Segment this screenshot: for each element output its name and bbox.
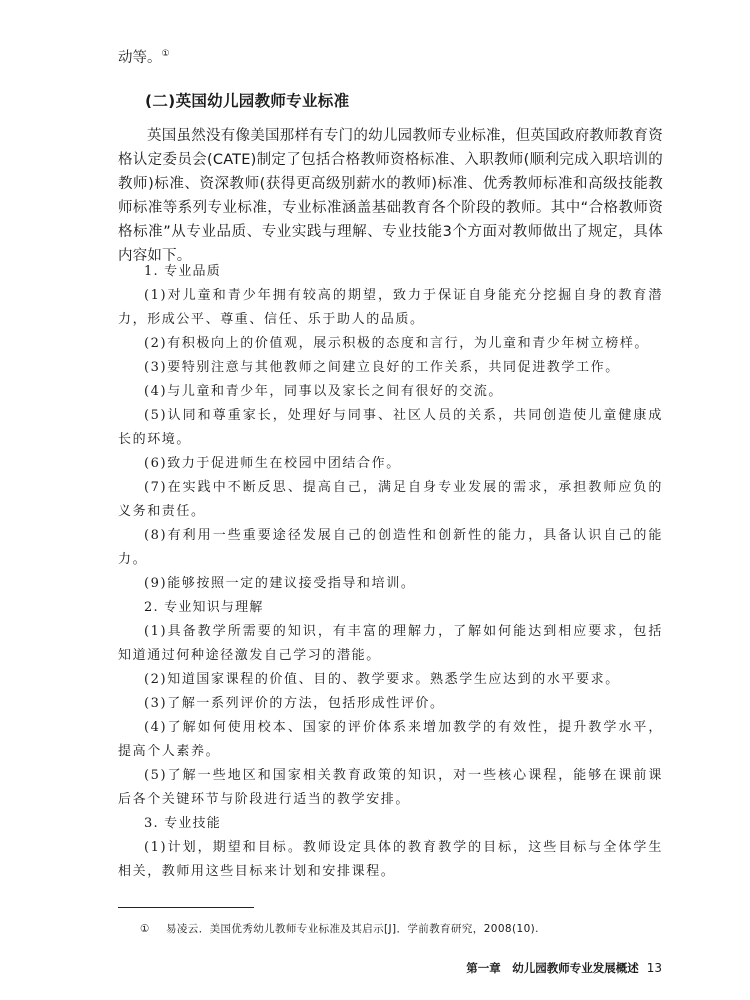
list-heading: 3. 专业技能 [144,816,221,831]
list-heading: 1. 专业品质 [144,264,221,279]
list-item: (1)计划，期望和目标。教师设定具体的教育教学的目标，这些目标与全体学生相关，教师用这些目标来计划和安排课程。 [118,840,663,879]
list-item: (9)能够按照一定的建议接受指导和培训。 [144,576,416,591]
footer-chapter-title: 第一章 幼儿园教师专业发展概述 [466,961,639,975]
list-item: (7)在实践中不断反思、提高自己，满足自身专业发展的需求，承担教师应负的义务和责任。 [118,480,663,519]
footnote-mark: ① [140,923,150,935]
list-heading: 2. 专业知识与理解 [144,600,264,615]
continued-text-line [118,46,170,67]
list-item: (8)有利用一些重要途径发展自己的创造性和创新性的能力，具备认识自己的能力。 [118,528,663,567]
list-item: (1)对儿童和青少年拥有较高的期望，致力于保证自身能充分挖掘自身的教育潜力，形成公平、尊重、信任、乐于助人的品质。 [118,288,663,327]
list-item: (6)致力于促进师生在校园中团结合作。 [144,456,401,471]
list-item: (4)了解如何使用校本、国家的评价体系来增加教学的有效性，提升教学水平，提高个人素养。 [118,720,663,759]
section-heading: (二)英国幼儿园教师专业标准 [145,92,350,110]
list-item: (4)与儿童和青少年，同事以及家长之间有很好的交流。 [144,384,504,399]
list-item: (1)具备教学所需要的知识，有丰富的理解力，了解如何能达到相应要求，包括知道通过何种途径激发自己学习的潜能。 [118,624,663,663]
page-footer [466,960,662,976]
footnote-text: 易凌云．美国优秀幼儿教师专业标准及其启示[J]．学前教育研究，2008(10). [166,923,539,935]
footnote-reference-mark[interactable]: ① [161,49,170,60]
continued-text: 动等。 [118,50,162,66]
page-number: 13 [646,961,662,975]
footnote [140,921,539,936]
list-item: (2)知道国家课程的价值、目的、教学要求。熟悉学生应达到的水平要求。 [144,672,620,687]
intro-paragraph: 英国虽然没有像美国那样有专门的幼儿园教师专业标准，但英国政府教师教育资格认定委员会(CATE)制定了包括合格教师资格标准、入职教师(顺利完成入职培训的教师)标准、资深教师(获得更高级别薪水的教师)标准、优秀教师标准和高级技能教师标准等系列专业标准，专业标准涵盖基础教育各个阶段的教师。其中“合格教师资格标准”从专业品质、专业实践与理解、专业技能3个方面对教师做出了规定，具体内容如下。 [118,128,663,264]
list-item: (2)有积极向上的价值观，展示积极的态度和言行，为儿童和青少年树立榜样。 [144,336,650,351]
list-item: (3)要特别注意与其他教师之间建立良好的工作关系，共同促进教学工作。 [144,360,620,375]
list-item: (3)了解一系列评价的方法，包括形成性评价。 [144,696,445,711]
list-item: (5)了解一些地区和国家相关教育政策的知识，对一些核心课程，能够在课前课后各个关键环节与阶段进行适当的教学安排。 [118,768,663,807]
standards-list [118,260,663,884]
list-item: (5)认同和尊重家长，处理好与同事、社区人员的关系，共同创造使儿童健康成长的环境。 [118,408,663,447]
footnote-divider [118,907,254,908]
